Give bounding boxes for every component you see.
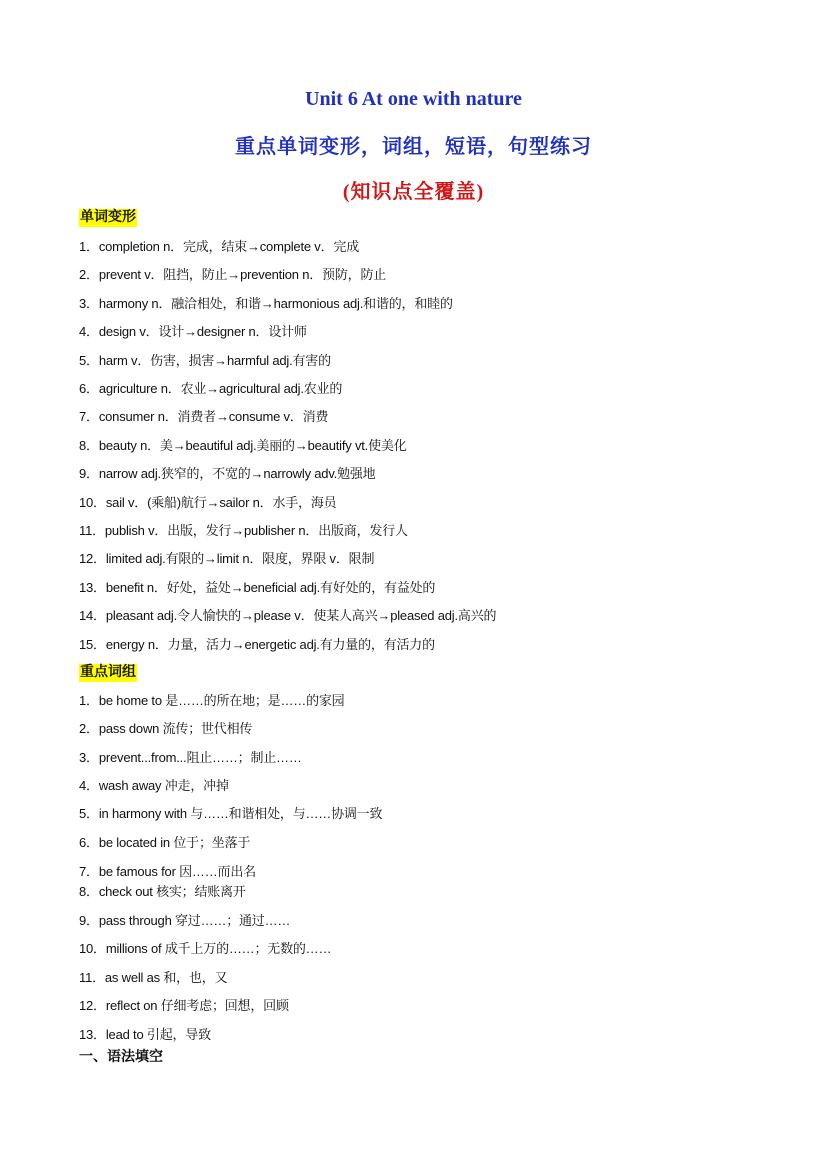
- list-item: 4．design v．设计→designer n．设计师: [79, 324, 307, 339]
- list-item: 11．as well as 和，也，又: [79, 970, 228, 985]
- section-heading-phrases: 重点词组: [80, 665, 136, 680]
- list-item: 6．be located in 位于；坐落于: [79, 835, 251, 850]
- list-item: 7．be famous for 因……而出名: [79, 864, 256, 879]
- list-item: 10．millions of 成千上万的……；无数的……: [79, 941, 332, 956]
- section-heading-word-forms: 单词变形: [80, 210, 136, 225]
- list-item: 9．pass through 穿过……；通过……: [79, 913, 291, 928]
- list-item: 5．harm v．伤害，损害→harmful adj.有害的: [79, 353, 331, 368]
- document-subtitle: 重点单词变形，词组，短语，句型练习: [235, 136, 592, 158]
- list-item: 7．consumer n．消费者→consume v．消费: [79, 409, 329, 424]
- coverage-note: (知识点全覆盖): [342, 181, 485, 203]
- list-item: 10．sail v．(乘船)航行→sailor n．水手，海员: [79, 495, 337, 510]
- list-item: 8．beauty n．美→beautiful adj.美丽的→beautify vt.使美化: [79, 438, 407, 453]
- list-item: 13．lead to 引起，导致: [79, 1027, 211, 1042]
- list-item: 5．in harmony with 与……和谐相处，与……协调一致: [79, 806, 383, 821]
- list-item: 6．agriculture n．农业→agricultural adj.农业的: [79, 381, 343, 396]
- section-heading-grammar-fill: 一、语法填空: [79, 1049, 163, 1065]
- list-item: 4．wash away 冲走，冲掉: [79, 778, 229, 793]
- list-item: 3．harmony n．融洽相处，和谐→harmonious adj.和谐的，和睦的: [79, 296, 453, 311]
- list-item: 3．prevent...from...阻止……；制止……: [79, 750, 302, 765]
- list-item: 8．check out 核实；结账离开: [79, 884, 246, 899]
- list-item: 14．pleasant adj.令人愉快的→please v．使某人高兴→pleased adj.高兴的: [79, 608, 497, 623]
- list-item: 1．be home to 是……的所在地；是……的家园: [79, 693, 345, 708]
- document-title: Unit 6 At one with nature: [305, 88, 522, 110]
- list-item: 12．limited adj.有限的→limit n．限度，界限 v．限制: [79, 551, 375, 566]
- list-item: 2．pass down 流传；世代相传: [79, 721, 253, 736]
- list-item: 13．benefit n．好处，益处→beneficial adj.有好处的，有益处的: [79, 580, 436, 595]
- list-item: 1．completion n．完成，结束→complete v．完成: [79, 239, 360, 254]
- list-item: 12．reflect on 仔细考虑；回想，回顾: [79, 998, 289, 1013]
- list-item: 2．prevent v．阻挡，防止→prevention n．预防，防止: [79, 267, 387, 282]
- list-item: 11．publish v．出版，发行→publisher n．出版商，发行人: [79, 523, 408, 538]
- list-item: 15．energy n．力量，活力→energetic adj.有力量的，有活力的: [79, 637, 435, 652]
- list-item: 9．narrow adj.狭窄的，不宽的→narrowly adv.勉强地: [79, 466, 376, 481]
